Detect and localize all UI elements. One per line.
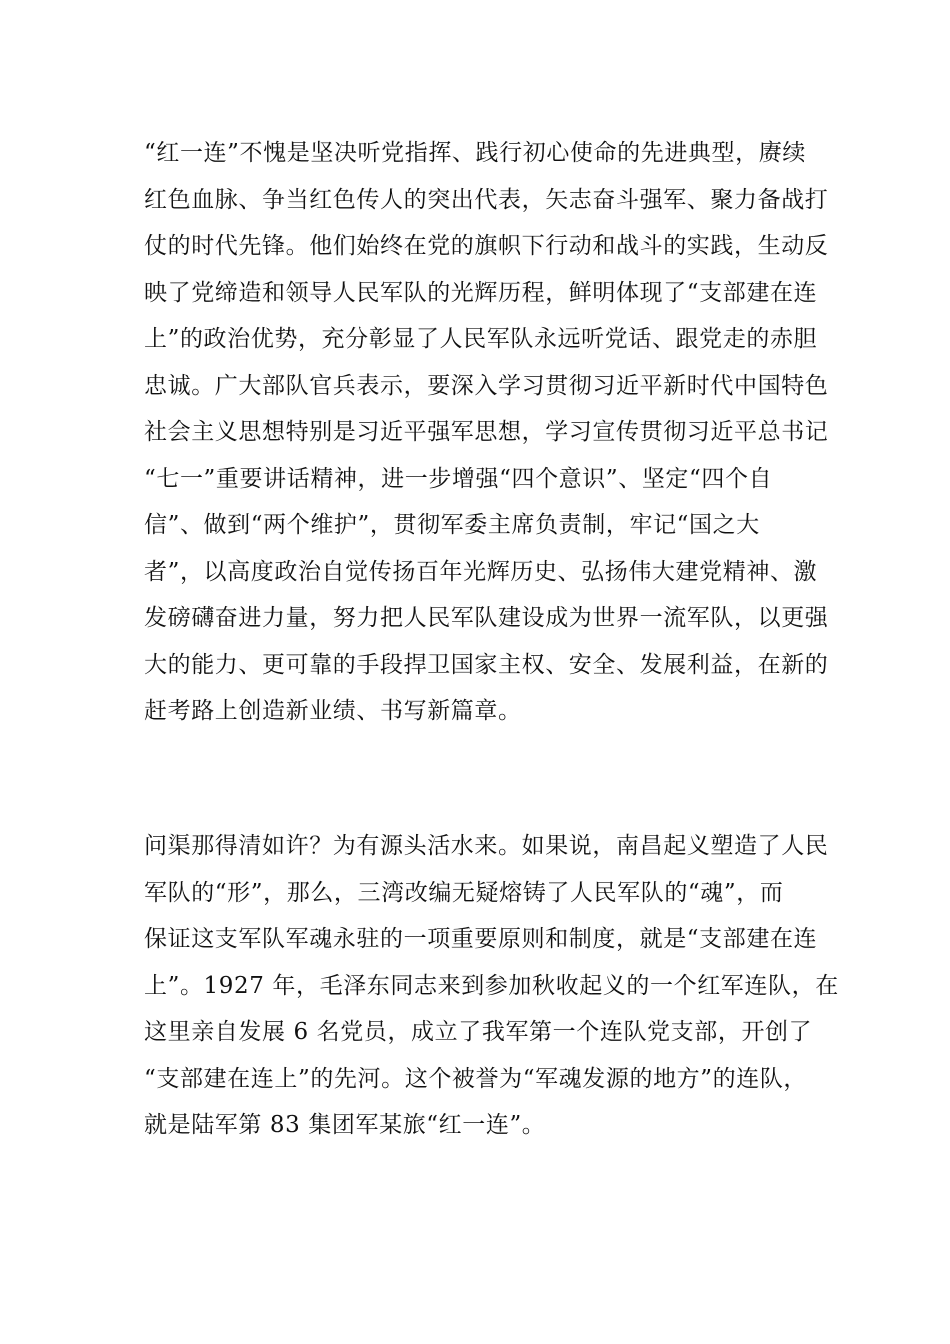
- text-line: 映了党缔造和领导人民军队的光辉历程，鲜明体现了“支部建在连: [144, 279, 818, 306]
- text-line: 上”。1927 年，毛泽东同志来到参加秋收起义的一个红军连队，在: [144, 972, 839, 999]
- text-line: 大的能力、更可靠的手段捍卫国家主权、安全、发展利益，在新的: [144, 651, 829, 678]
- paragraph-party-branch-origin: [144, 823, 839, 1149]
- text-line: 仗的时代先锋。他们始终在党的旗帜下行动和战斗的实践，生动反: [144, 233, 829, 259]
- text-line: 上”的政治优势，充分彰显了人民军队永远听党话、跟党走的赤胆: [144, 326, 818, 352]
- text-line: “七一”重要讲话精神，进一步增强“四个意识”、坚定“四个自: [144, 465, 773, 492]
- text-line: 军队的“形”，那么，三湾改编无疑熔铸了人民军队的“魂”，而: [144, 879, 784, 906]
- text-line: “支部建在连上”的先河。这个被誉为“军魂发源的地方”的连队，: [144, 1065, 808, 1092]
- text-line: 红色血脉、争当红色传人的突出代表，矢志奋斗强军、聚力备战打: [144, 186, 829, 213]
- text-line: 问渠那得清如许？为有源头活水来。如果说，南昌起义塑造了人民: [144, 833, 829, 859]
- text-line: 信”、做到“两个维护”，贯彻军委主席负责制，牢记“国之大: [144, 512, 760, 538]
- text-line: 忠诚。广大部队官兵表示，要深入学习贯彻习近平新时代中国特色: [144, 372, 829, 399]
- paragraph-red-company-tribute: [144, 130, 829, 735]
- text-line: 就是陆军第 83 集团军某旅“红一连”。: [144, 1112, 546, 1138]
- text-line: 保证这支军队军魂永驻的一项重要原则和制度，就是“支部建在连: [144, 926, 818, 952]
- text-line: 赶考路上创造新业绩、书写新篇章。: [144, 698, 522, 724]
- text-line: 这里亲自发展 6 名党员，成立了我军第一个连队党支部，开创了: [144, 1019, 813, 1045]
- text-line: 者”，以高度政治自觉传扬百年光辉历史、弘扬伟大建党精神、激: [144, 558, 818, 585]
- text-line: 社会主义思想特别是习近平强军思想，学习宣传贯彻习近平总书记: [144, 419, 829, 445]
- text-line: 发磅礴奋进力量，努力把人民军队建设成为世界一流军队，以更强: [144, 605, 829, 631]
- text-line: “红一连”不愧是坚决听党指挥、践行初心使命的先进典型，赓续: [144, 140, 806, 166]
